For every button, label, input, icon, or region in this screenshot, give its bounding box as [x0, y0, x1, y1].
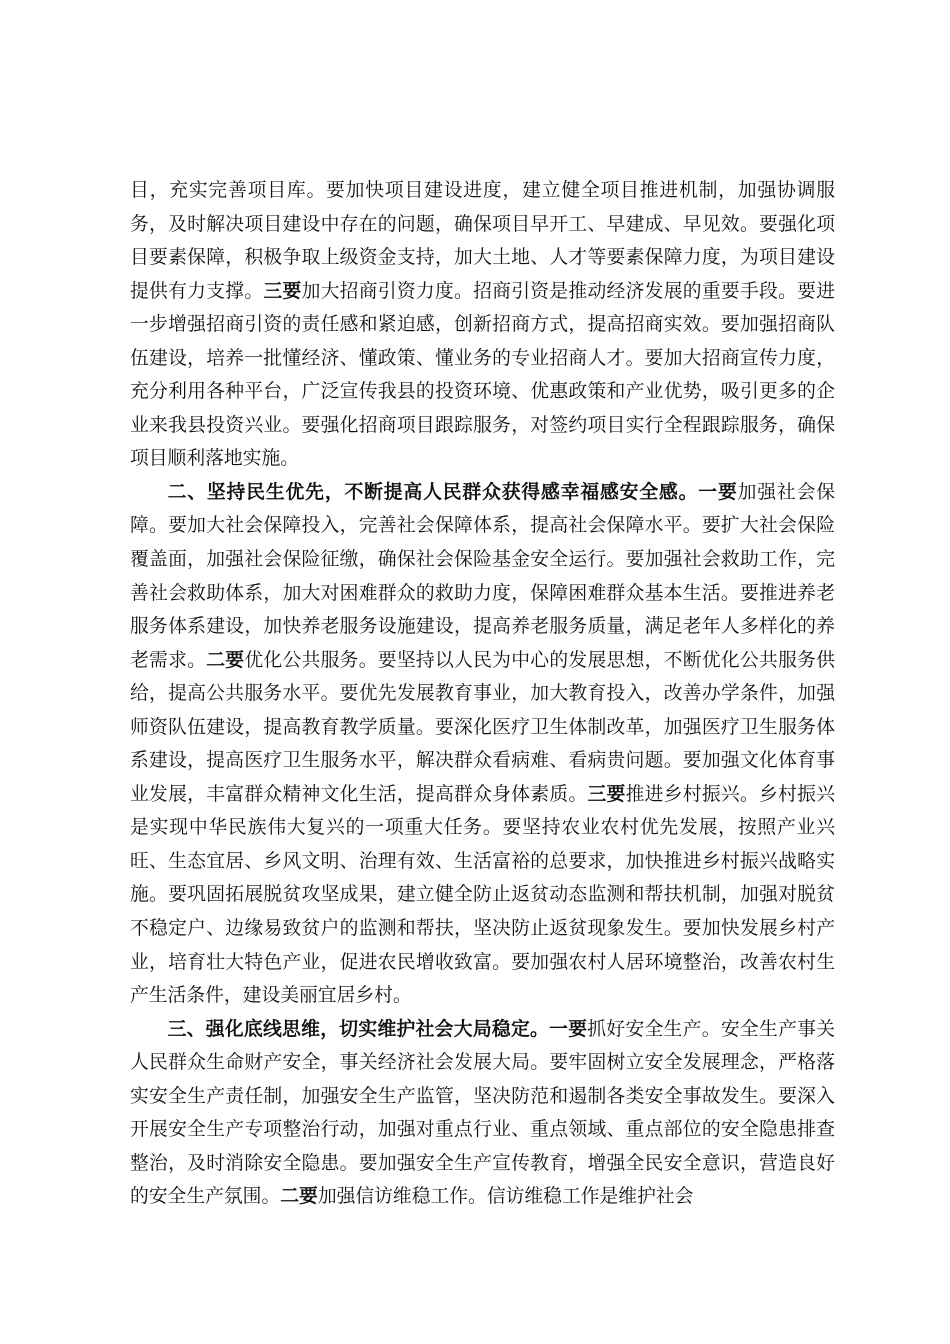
bold-keyword: 二要: [206, 648, 245, 671]
body-text: [130, 174, 835, 1214]
paragraph-stability: [130, 1013, 835, 1214]
text-run: 优化公共服务。要坚持以人民为中心的发展思想，不断优化公共服务供给，提高公共服务水平。要优先发展教育事业，加大教育投入，改善办学条件，加强师资队伍建设，提高教育教学质量。要深化医疗卫生体制改革，加强医疗卫生服务体系建设，提高医疗卫生服务水平，解决群众看病难、看病贵问题。要加强文化体育事业发展，丰富群众精神文化生活，提高群众身体素质。: [130, 649, 836, 805]
text-run: 加强信访维稳工作。信访维稳工作是维护社会: [317, 1186, 694, 1208]
text-run: 推进乡村振兴。乡村振兴是实现中华民族伟大复兴的一项重大任务。要坚持农业农村优先发展，按照产业兴旺、生态宜居、乡风文明、治理有效、生活富裕的总要求，加快推进乡村振兴战略实施。要巩固拓展脱贫攻坚成果，建立健全防止返贫动态监测和帮扶机制，加强对脱贫不稳定户、边缘易致贫户的监测和帮扶，坚决防止返贫现象发生。要加快发展乡村产业，培育壮大特色产业，促进农民增收致富。要加强农村人居环境整治，改善农村生产生活条件，建设美丽宜居乡村。: [130, 783, 836, 1007]
section-heading: 二、坚持民生优先，不断提高人民群众获得感幸福感安全感。一要: [167, 480, 738, 503]
text-run: 加大招商引资力度。招商引资是推动经济发展的重要手段。要进一步增强招商引资的责任感和紧迫感，创新招商方式，提高招商实效。要加强招商队伍建设，培养一批懂经济、懂政策、懂业务的专业招商人才。要加大招商宣传力度，充分利用各种平台，广泛宣传我县的投资环境、优惠政策和产业优势，吸引更多的企业来我县投资兴业。要强化招商项目跟踪服务，对签约项目实行全程跟踪服务，确保项目顺利落地实施。: [130, 280, 836, 470]
paragraph-projects: [130, 174, 835, 476]
section-heading: 三、强化底线思维，切实维护社会大局稳定。一要: [167, 1017, 588, 1040]
text-run: 加强社会保障。要加大社会保障投入，完善社会保障体系，提高社会保障水平。要扩大社会保险覆盖面，加强社会保险征缴，确保社会保险基金安全运行。要加强社会救助工作，完善社会救助体系，加大对困难群众的救助力度，保障困难群众基本生活。要推进养老服务体系建设，加快养老服务设施建设，提高养老服务质量，满足老年人多样化的养老需求。: [130, 481, 836, 671]
bold-keyword: 三要: [263, 279, 302, 302]
bold-keyword: 三要: [587, 782, 626, 805]
bold-keyword: 二要: [280, 1185, 318, 1208]
text-run: 目，充实完善项目库。要加快项目建设进度，建立健全项目推进机制，加强协调服务，及时解决项目建设中存在的问题，确保项目早开工、早建成、早见效。要强化项目要素保障，积极争取上级资金支持，加大土地、人才等要素保障力度，为项目建设提供有力支撑。: [130, 180, 835, 302]
paragraph-livelihood: [130, 476, 835, 1013]
text-run: 抓好安全生产。安全生产事关人民群众生命财产安全，事关经济社会发展大局。要牢固树立安全发展理念，严格落实安全生产责任制，加强安全生产监管，坚决防范和遏制各类安全事故发生。要深入开展安全生产专项整治行动，加强对重点行业、重点领域、重点部位的安全隐患排查整治，及时消除安全隐患。要加强安全生产宣传教育，增强全民安全意识，营造良好的安全生产氛围。: [130, 1018, 836, 1208]
